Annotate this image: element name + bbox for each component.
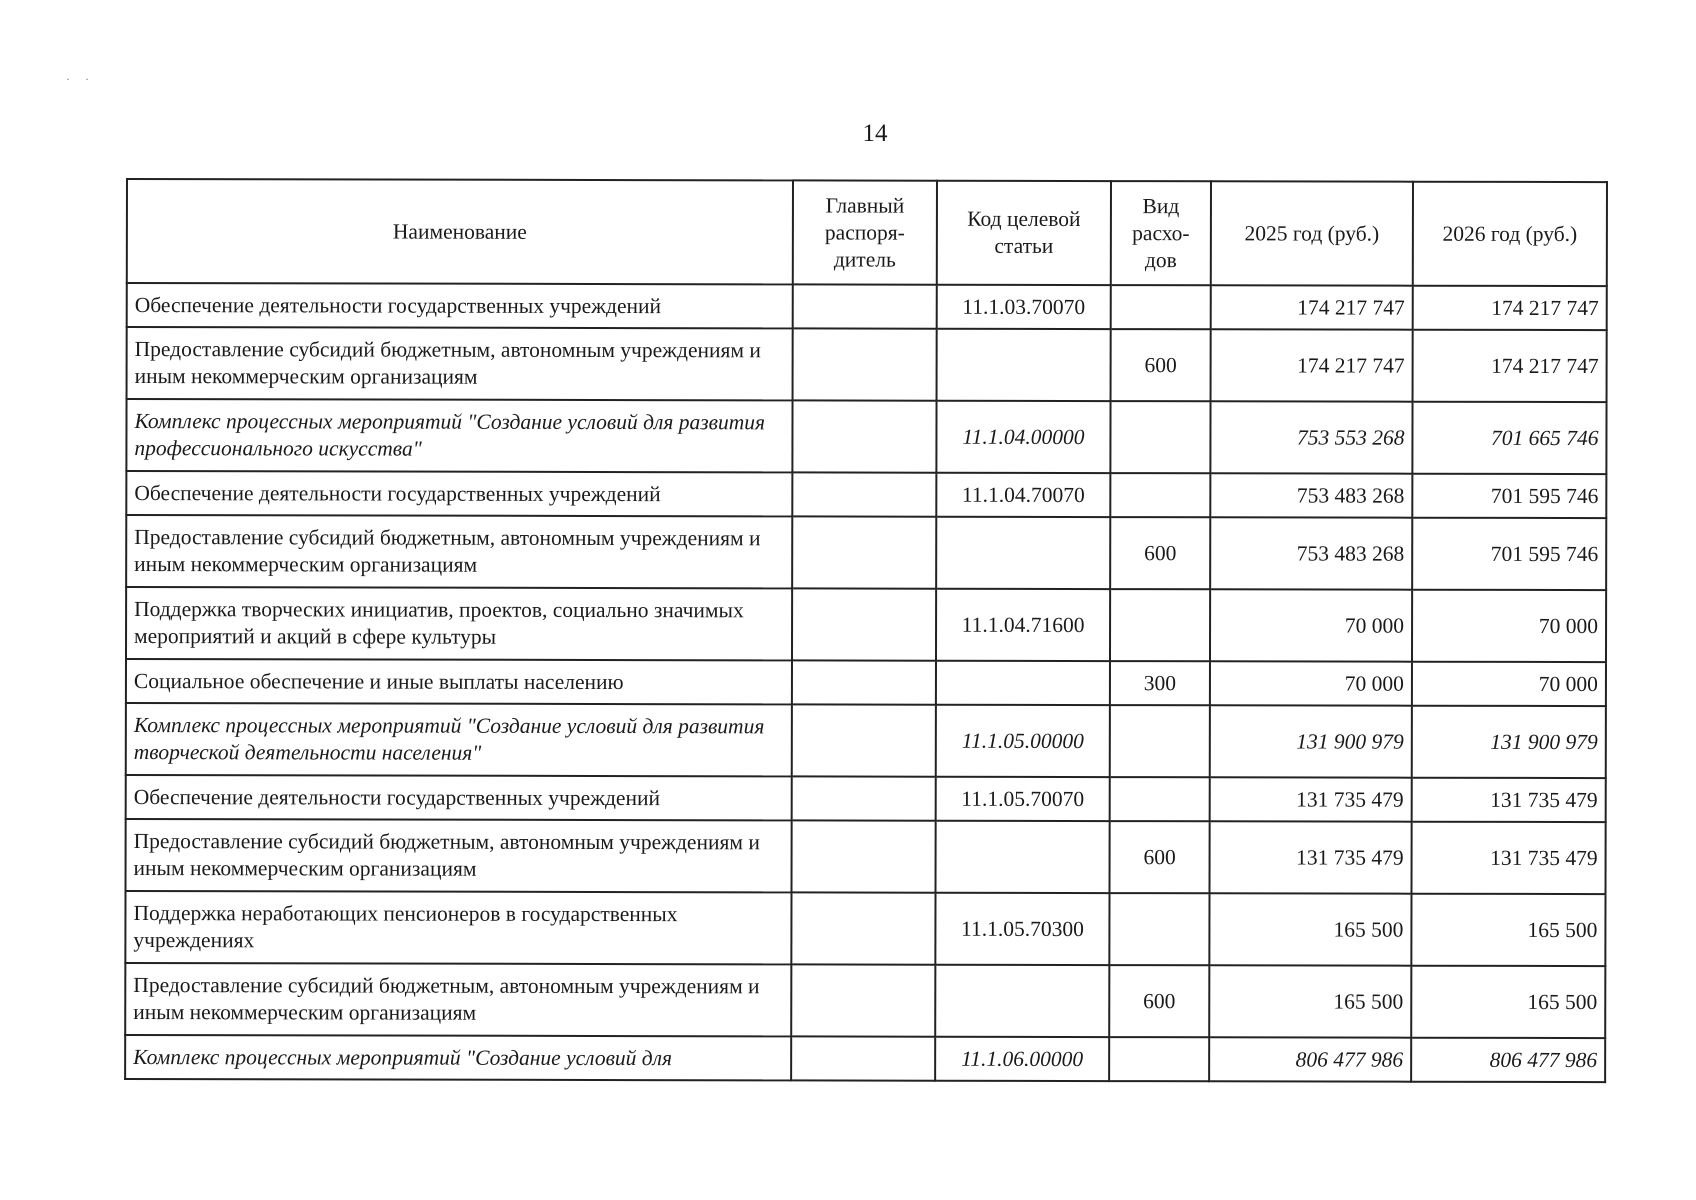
cell-manager — [793, 284, 937, 328]
cell-2026: 174 217 747 — [1413, 286, 1607, 330]
cell-2026: 701 595 746 — [1412, 518, 1606, 590]
table-row — [126, 399, 1606, 474]
table-row — [125, 1035, 1605, 1082]
table-row — [126, 515, 1606, 590]
cell-2026: 174 217 747 — [1413, 330, 1607, 402]
cell-code — [936, 517, 1110, 589]
cell-manager — [793, 328, 937, 400]
cell-kind: 300 — [1110, 661, 1210, 705]
cell-2025: 70 000 — [1210, 661, 1412, 705]
cell-2025: 753 483 268 — [1210, 517, 1412, 589]
cell-kind — [1109, 1037, 1209, 1081]
cell-name: Комплекс процессных мероприятий "Создание условий для — [125, 1035, 791, 1080]
cell-manager — [792, 472, 936, 516]
cell-code: 11.1.04.70070 — [936, 473, 1110, 517]
cell-kind — [1110, 777, 1210, 821]
cell-code: 11.1.04.71600 — [936, 589, 1110, 661]
cell-manager — [792, 704, 936, 776]
budget-table — [124, 178, 1608, 1083]
cell-code: 11.1.06.00000 — [935, 1037, 1109, 1081]
cell-kind — [1110, 401, 1210, 473]
cell-code: 11.1.05.70300 — [935, 893, 1109, 965]
cell-name: Обеспечение деятельности государственных учреждений — [126, 471, 792, 516]
cell-kind — [1110, 473, 1210, 517]
cell-code — [935, 965, 1109, 1037]
table-row — [127, 283, 1607, 330]
cell-2026: 165 500 — [1411, 894, 1605, 966]
cell-2026: 165 500 — [1411, 966, 1605, 1038]
table-row — [126, 587, 1606, 662]
table-row — [125, 891, 1605, 966]
cell-code — [936, 821, 1110, 893]
page-number: 14 — [862, 120, 888, 147]
cell-kind — [1110, 589, 1210, 661]
cell-name: Предоставление субсидий бюджетным, автономным учреждениям и иным некоммерческим организациям — [125, 963, 791, 1036]
cell-name: Комплекс процессных мероприятий "Создание условий для развития профессионального искусства" — [126, 399, 792, 472]
cell-name: Социальное обеспечение и иные выплаты населению — [126, 659, 792, 704]
cell-2026: 131 735 479 — [1412, 778, 1606, 822]
cell-code — [937, 329, 1111, 401]
table-row — [126, 471, 1606, 518]
table-header-row — [127, 179, 1607, 286]
cell-2025: 131 735 479 — [1210, 777, 1412, 821]
cell-name: Комплекс процессных мероприятий "Создание условий для развития творческой деятельности населения" — [126, 703, 792, 776]
cell-2025: 131 900 979 — [1210, 705, 1412, 777]
cell-manager — [792, 400, 936, 472]
header-manager: Главный распоря-дитель — [793, 180, 937, 284]
cell-2026: 131 735 479 — [1412, 822, 1606, 894]
table-row — [126, 659, 1606, 706]
cell-code: 11.1.05.00000 — [936, 705, 1110, 777]
cell-code: 11.1.05.70070 — [936, 777, 1110, 821]
cell-name: Предоставление субсидий бюджетным, автономным учреждениям и иным некоммерческим организациям — [127, 327, 793, 400]
cell-2025: 165 500 — [1209, 965, 1411, 1037]
header-kind: Вид расхо-дов — [1111, 181, 1211, 285]
cell-2025: 753 553 268 — [1210, 401, 1412, 473]
table-row — [125, 963, 1605, 1038]
cell-name: Предоставление субсидий бюджетным, автономным учреждениям и иным некоммерческим организациям — [126, 515, 792, 588]
cell-kind — [1110, 705, 1210, 777]
cell-manager — [791, 964, 935, 1036]
cell-2025: 806 477 986 — [1209, 1037, 1411, 1081]
cell-name: Поддержка неработающих пенсионеров в государственных учреждениях — [125, 891, 791, 964]
cell-kind: 600 — [1111, 329, 1211, 401]
cell-manager — [792, 516, 936, 588]
cell-2025: 70 000 — [1210, 589, 1412, 661]
cell-manager — [792, 660, 936, 704]
table-row — [126, 819, 1606, 894]
cell-kind: 600 — [1110, 517, 1210, 589]
cell-2026: 806 477 986 — [1411, 1038, 1605, 1082]
header-name: Наименование — [127, 179, 793, 284]
cell-name: Обеспечение деятельности государственных учреждений — [127, 283, 793, 328]
cell-2025: 753 483 268 — [1210, 473, 1412, 517]
table-row — [126, 703, 1606, 778]
scan-artifact: · · — [66, 72, 95, 86]
cell-2025: 174 217 747 — [1211, 329, 1413, 401]
cell-2025: 174 217 747 — [1211, 285, 1413, 329]
cell-manager — [792, 588, 936, 660]
cell-2026: 701 595 746 — [1412, 474, 1606, 518]
cell-manager — [792, 820, 936, 892]
header-code: Код целевой статьи — [937, 181, 1111, 285]
cell-name: Предоставление субсидий бюджетным, автономным учреждениям и иным некоммерческим организациям — [126, 819, 792, 892]
cell-2025: 131 735 479 — [1210, 821, 1412, 893]
cell-manager — [792, 776, 936, 820]
cell-code — [936, 661, 1110, 705]
header-2025: 2025 год (руб.) — [1211, 181, 1413, 285]
cell-kind: 600 — [1109, 965, 1209, 1037]
cell-2026: 70 000 — [1412, 590, 1606, 662]
cell-2025: 165 500 — [1209, 893, 1411, 965]
cell-kind — [1109, 893, 1209, 965]
header-2026: 2026 год (руб.) — [1413, 182, 1607, 286]
cell-code: 11.1.03.70070 — [937, 285, 1111, 329]
cell-manager — [791, 1036, 935, 1080]
cell-2026: 131 900 979 — [1412, 706, 1606, 778]
table-row — [127, 327, 1607, 402]
cell-manager — [791, 892, 935, 964]
cell-name: Поддержка творческих инициатив, проектов, социально значимых мероприятий и акций в сфере культуры — [126, 587, 792, 660]
cell-kind: 600 — [1110, 821, 1210, 893]
cell-name: Обеспечение деятельности государственных учреждений — [126, 775, 792, 820]
cell-kind — [1111, 285, 1211, 329]
cell-2026: 70 000 — [1412, 662, 1606, 706]
table-row — [126, 775, 1606, 822]
cell-code: 11.1.04.00000 — [936, 401, 1110, 473]
table-body — [125, 283, 1607, 1082]
cell-2026: 701 665 746 — [1412, 402, 1606, 474]
